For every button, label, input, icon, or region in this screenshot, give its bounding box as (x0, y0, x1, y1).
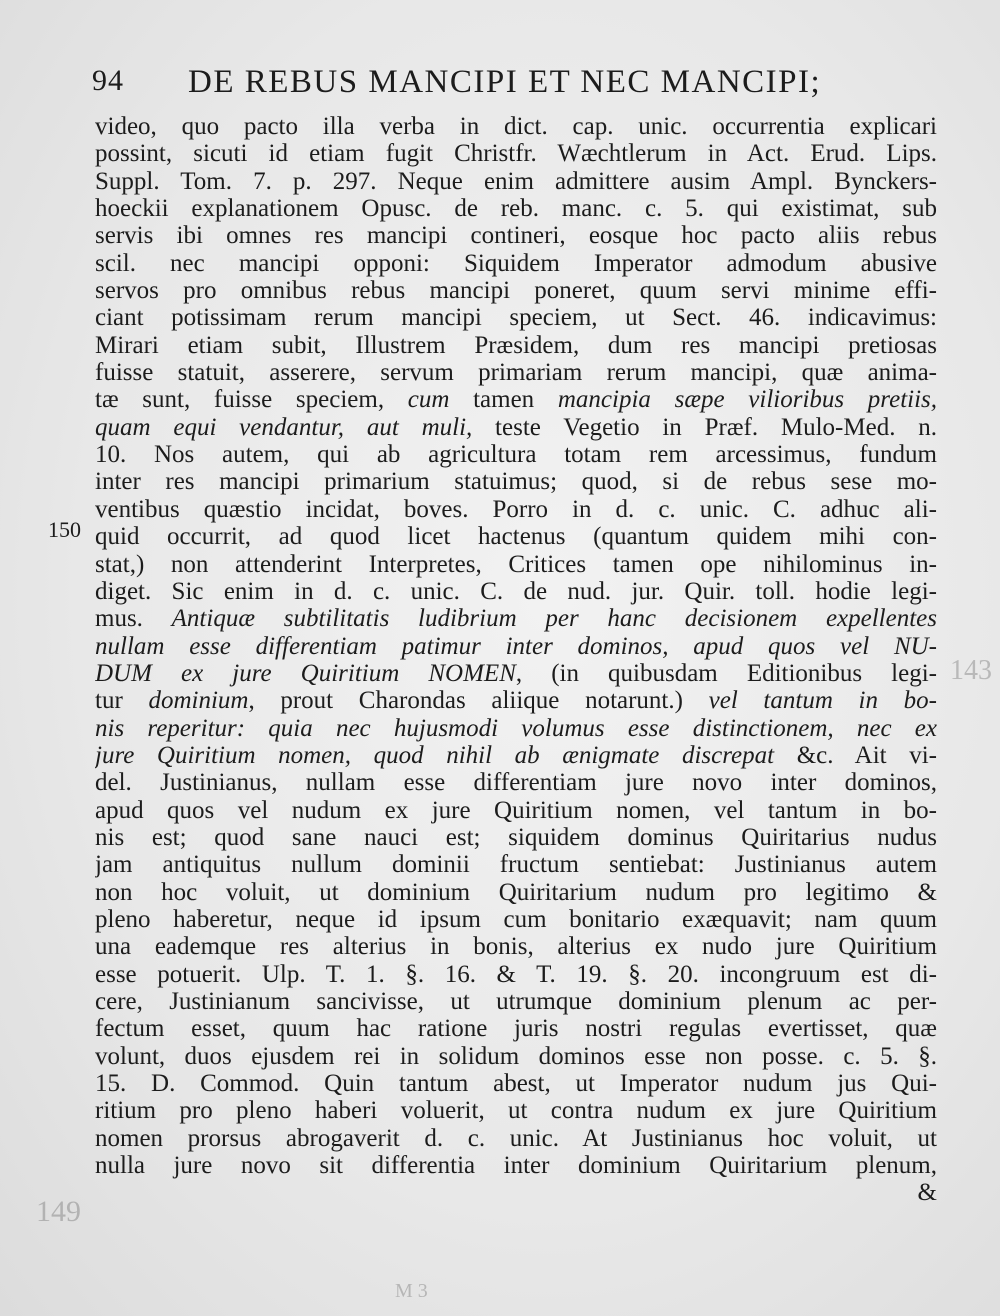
text-line (95, 1179, 937, 1206)
text-run: diget. Sic enim in d. c. unic. C. de nud. jur. Quir. toll. hodie legi- (95, 577, 937, 605)
text-line (95, 961, 937, 988)
text-line (95, 250, 937, 277)
text-run: una eademque res alterius in bonis, alterius ex nudo jure Quiritium (95, 933, 937, 961)
text-line (95, 277, 937, 304)
text-run: possint, sicuti id etiam fugit Christfr. Wæchtlerum in Act. Erud. Lips. (95, 140, 937, 168)
text-run: nulla jure novo sit differentia inter dominium Quiritarium plenum, (95, 1152, 937, 1180)
text-run: inter res mancipi primarium statuimus; quod, si de rebus sese mo- (95, 468, 937, 496)
text-line (95, 551, 937, 578)
text-line (95, 578, 937, 605)
text-run: servis ibi omnes res mancipi contineri, eosque hoc pacto aliis rebus (95, 222, 937, 250)
italic-run: dominium (148, 687, 249, 715)
text-run: tamen (449, 386, 558, 414)
text-run: video, quo pacto illa verba in dict. cap. unic. occurrentia explicari (95, 113, 937, 140)
text-line (95, 824, 937, 851)
text-line (95, 523, 937, 550)
text-run (344, 414, 367, 441)
italic-run: aut muli, (366, 413, 473, 441)
italic-run: nullam esse differentiam patimur inter dominos, apud quos vel NU- (95, 632, 937, 660)
italic-run: DUM ex jure Quiritium NOMEN (95, 659, 516, 687)
text-run: fectum esset, quum hac ratione juris nostri regulas evertisset, quæ (95, 1015, 937, 1043)
text-run: scil. nec mancipi opponi: Siquidem Imperator admodum abusive (95, 249, 937, 277)
text-line (95, 1070, 937, 1097)
text-line (95, 742, 937, 769)
text-line (95, 605, 937, 632)
text-run: apud quos vel nudum ex jure Quiritium nomen, vel tantum in bo- (95, 796, 937, 824)
italic-run: jure Quiritium nomen, quod nihil ab ænigmate discrepat (95, 741, 775, 769)
text-line (95, 304, 937, 331)
text-run: nis est; quod sane nauci est; siquidem dominus Quiritarius nudus (95, 823, 937, 851)
text-run: quid occurrit, ad quod licet hactenus (quantum quidem mihi con- (95, 523, 937, 551)
text-line (95, 496, 937, 523)
text-line (95, 715, 937, 742)
text-run: pleno haberetur, neque id ipsum cum bonitario exæquavit; nam quum (95, 905, 937, 933)
text-line (95, 851, 937, 878)
text-run: ventibus quæstio incidat, boves. Porro in d. c. unic. C. adhuc ali- (95, 495, 937, 523)
text-run: fuisse statuit, asserere, servum primariam rerum mancipi, quæ anima- (95, 359, 937, 387)
text-line (95, 359, 937, 386)
text-run: , prout Charondas aliique notarunt.) (248, 687, 709, 715)
text-run: non hoc voluit, ut dominium Quiritarium nudum pro legitimo & (95, 878, 937, 906)
text-line (95, 1043, 937, 1070)
text-line (95, 1152, 937, 1179)
italic-run: mancipia sæpe vilioribus pretiis, (557, 386, 937, 414)
text-line (95, 386, 937, 413)
text-line (95, 332, 937, 359)
text-run: volunt, duos ejusdem rei in solidum dominos esse non posse. c. 5. §. (95, 1042, 937, 1070)
italic-run: quam equi vendantur, (95, 413, 345, 441)
show-through-text: 149 (36, 1195, 81, 1228)
text-run: Suppl. Tom. 7. p. 297. Neque enim admittere ausim Ampl. Bynckers- (95, 167, 937, 195)
italic-run: Antiquæ subtilitatis ludibrium per hanc decisionem expellentes (171, 605, 937, 633)
text-line (95, 468, 937, 495)
text-run: 15. D. Commod. Quin tantum abest, ut Imperator nudum jus Qui- (95, 1070, 937, 1098)
text-line (95, 988, 937, 1015)
text-run: &c. Ait vi- (774, 741, 937, 769)
text-run: ritium pro pleno haberi voluerit, ut contra nudum ex jure Quiritium (95, 1097, 937, 1125)
text-line (95, 195, 937, 222)
text-line (95, 933, 937, 960)
text-line (95, 879, 937, 906)
show-through-text: 143 (950, 655, 992, 686)
margin-note: 150 (48, 517, 81, 542)
text-line (95, 660, 937, 687)
text-run: tæ sunt, fuisse speciem, (95, 386, 408, 414)
text-run: jam antiquitus nullum dominii fructum sentiebat: Justinianus autem (95, 851, 937, 879)
text-line (95, 168, 937, 195)
text-run: stat,) non attenderint Interpretes, Critices tamen ope nihilominus in- (95, 550, 937, 578)
text-line (95, 633, 937, 660)
text-run: del. Justinianus, nullam esse differentiam jure novo inter dominos, (95, 769, 937, 797)
italic-run: nis reperitur: quia nec hujusmodi volumus esse distinctionem, nec ex (95, 714, 937, 742)
text-run: Mirari etiam subit, Illustrem Præsidem, dum res mancipi pretiosas (95, 331, 937, 359)
text-line (95, 1097, 937, 1124)
text-run: 10. Nos autem, qui ab agricultura totam rem arcessimus, fundum (95, 441, 937, 469)
show-through-text: M 3 (395, 1280, 428, 1302)
page-number: 94 (92, 64, 124, 97)
text-run: ciant potissimam rerum mancipi speciem, ut Sect. 46. indicavimus: (95, 304, 937, 332)
text-line (95, 797, 937, 824)
text-run: hoeckii explanationem Opusc. de reb. manc. c. 5. qui existimat, sub (95, 195, 937, 223)
italic-run: cum (407, 386, 450, 414)
text-line (95, 113, 937, 140)
text-run: cere, Justinianum sancivisse, ut utrumque dominium plenum ac per- (95, 988, 937, 1015)
text-line (95, 769, 937, 796)
text-run: & (917, 1179, 937, 1207)
body-text (95, 113, 937, 1207)
running-head (92, 58, 942, 102)
text-run: mus. (95, 605, 172, 633)
text-line (95, 906, 937, 933)
text-line (95, 1015, 937, 1042)
text-line (95, 687, 937, 714)
italic-run: vel tantum in bo- (708, 687, 937, 715)
text-run: esse potuerit. Ulp. T. 1. §. 16. & T. 19. §. 20. incongruum est di- (95, 960, 937, 988)
text-line (95, 441, 937, 468)
text-line (95, 222, 937, 249)
text-line (95, 414, 937, 441)
text-run: nomen prorsus abrogaverit d. c. unic. At Justinianus hoc voluit, ut (95, 1124, 937, 1152)
text-run: servos pro omnibus rebus mancipi poneret, quum servi minime effi- (95, 277, 937, 305)
text-line (95, 1125, 937, 1152)
running-title: DE REBUS MANCIPI ET NEC MANCIPI; (188, 64, 822, 100)
text-line (95, 140, 937, 167)
text-run: teste Vegetio in Præf. Mulo-Med. n. (472, 413, 937, 441)
text-run: tur (95, 687, 149, 715)
text-run: , (in quibusdam Editionibus legi- (515, 659, 937, 687)
